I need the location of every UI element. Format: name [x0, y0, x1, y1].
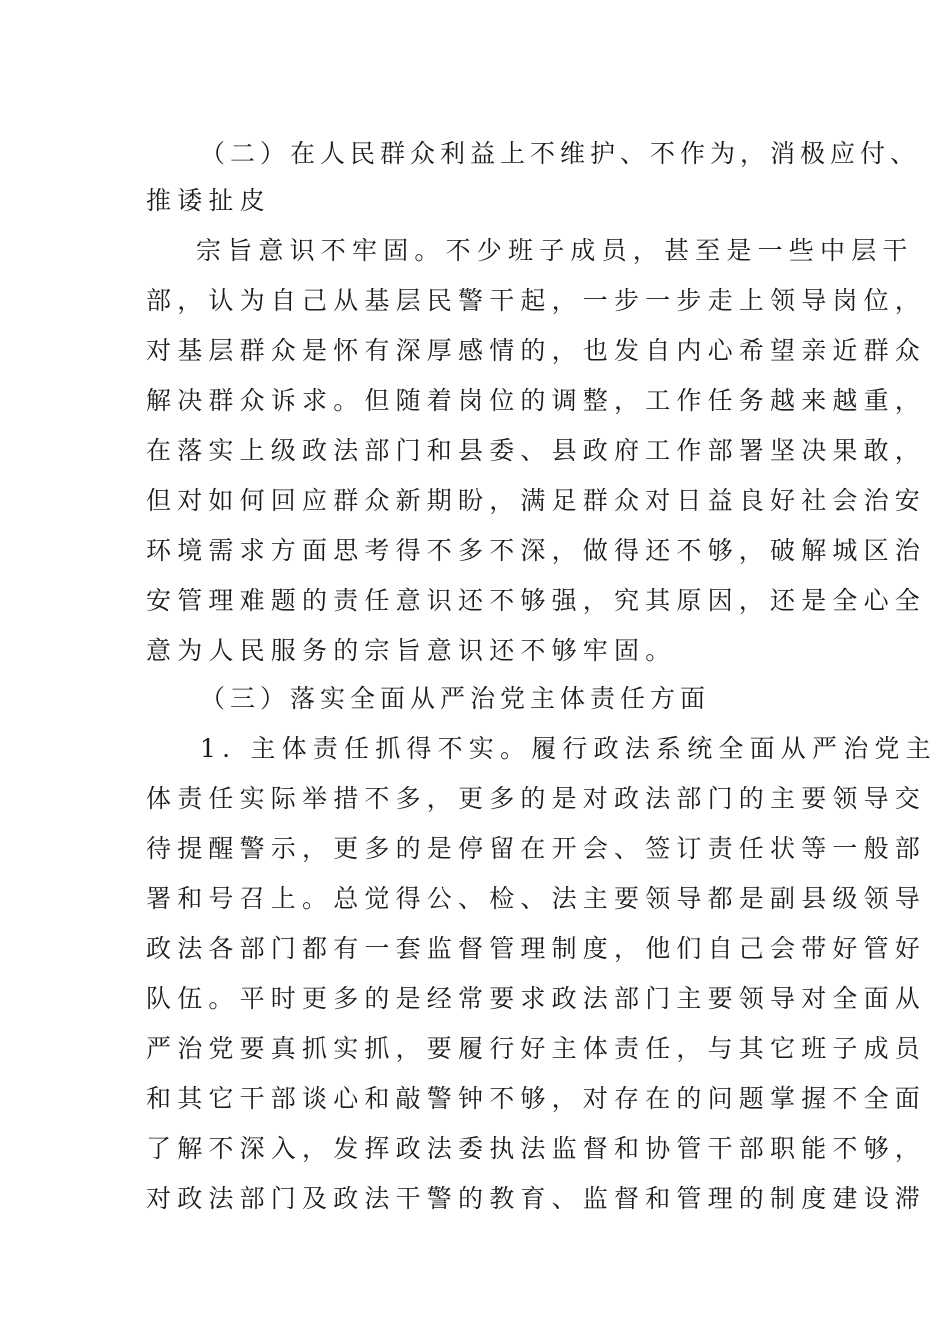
paragraph-line: 宗旨意识不牢固。不少班子成员，甚至是一些中层干	[196, 236, 914, 265]
paragraph-line: 体责任实际举措不多，更多的是对政法部门的主要领导交	[146, 784, 927, 813]
section-heading-line: 推诿扯皮	[146, 186, 271, 215]
paragraph-line: 对基层群众是怀有深厚感情的，也发自内心希望亲近群众	[146, 336, 927, 365]
paragraph-line: 解决群众诉求。但随着岗位的调整，工作任务越来越重，	[146, 386, 927, 415]
paragraph-line: 政法各部门都有一套监督管理制度，他们自己会带好管好	[146, 934, 927, 963]
paragraph-line: 环境需求方面思考得不多不深，做得还不够，破解城区治	[146, 536, 927, 565]
paragraph-line: 1. 主体责任抓得不实。履行政法系统全面从严治党主	[200, 734, 937, 763]
paragraph-line: 队伍。平时更多的是经常要求政法部门主要领导对全面从	[146, 984, 927, 1013]
paragraph-line: 和其它干部谈心和敲警钟不够，对存在的问题掌握不全面	[146, 1084, 927, 1113]
paragraph-line: 安管理难题的责任意识还不够强，究其原因，还是全心全	[146, 586, 927, 615]
paragraph-line: 待提醒警示，更多的是停留在开会、签订责任状等一般部	[146, 834, 927, 863]
paragraph-line: 部，认为自己从基层民警干起，一步一步走上领导岗位，	[146, 286, 927, 315]
paragraph-line: 对政法部门及政法干警的教育、监督和管理的制度建设滞	[146, 1184, 927, 1213]
paragraph-line: 署和号召上。总觉得公、检、法主要领导都是副县级领导	[146, 884, 927, 913]
section-heading-line: （三）落实全面从严治党主体责任方面	[200, 684, 711, 713]
paragraph-line: 在落实上级政法部门和县委、县政府工作部署坚决果敢，	[146, 436, 927, 465]
paragraph-line: 但对如何回应群众新期盼，满足群众对日益良好社会治安	[146, 486, 927, 515]
paragraph-line: 严治党要真抓实抓，要履行好主体责任，与其它班子成员	[146, 1034, 927, 1063]
paragraph-line: 意为人民服务的宗旨意识还不够牢固。	[146, 636, 677, 665]
section-heading-line: （二）在人民群众利益上不维护、不作为，消极应付、	[200, 139, 921, 168]
paragraph-line: 了解不深入，发挥政法委执法监督和协管干部职能不够，	[146, 1134, 927, 1163]
